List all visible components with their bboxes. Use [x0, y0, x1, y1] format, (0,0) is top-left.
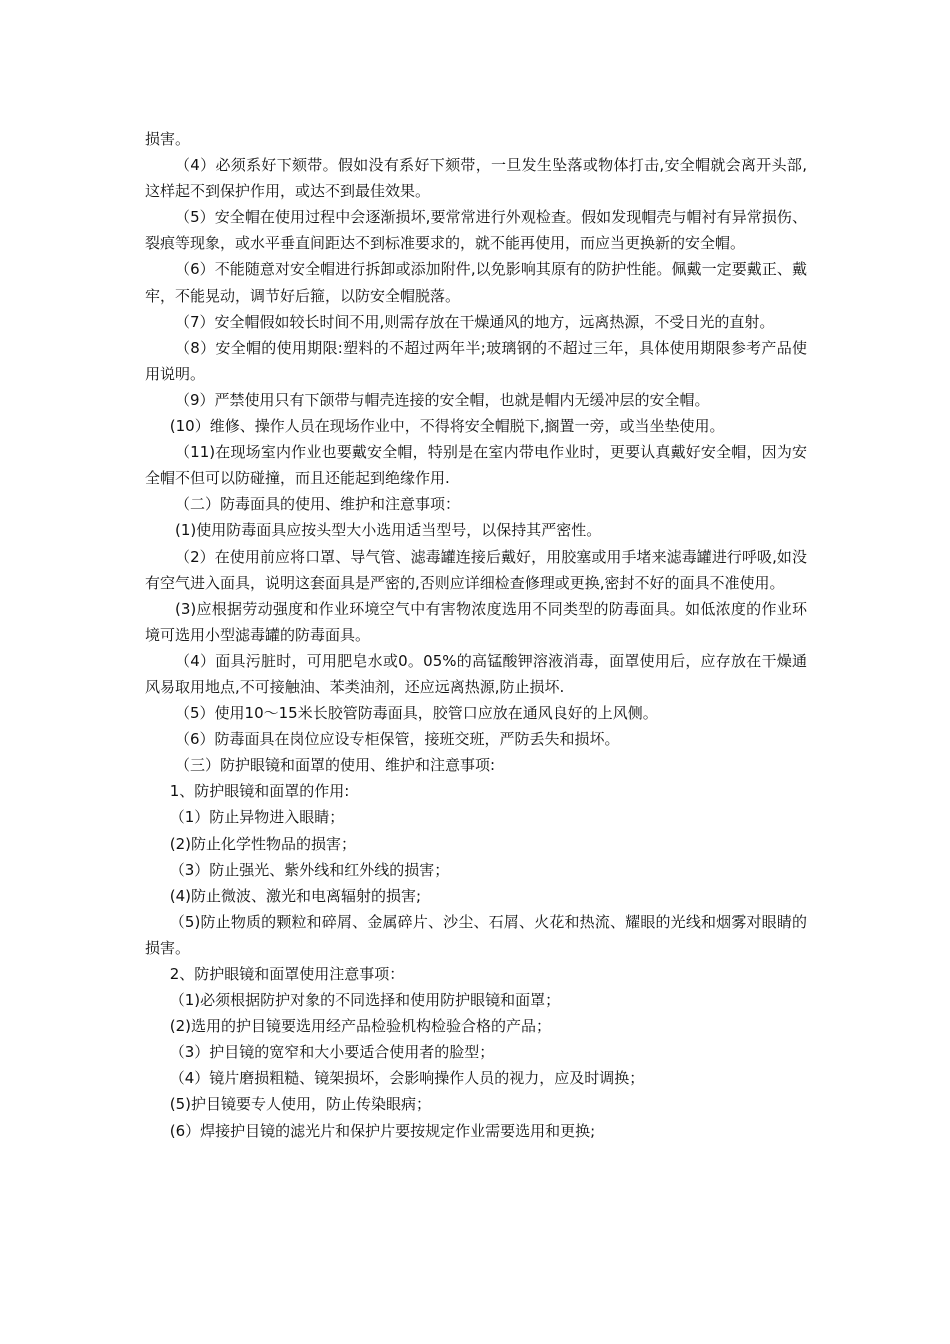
paragraph: （7）安全帽假如较长时间不用,则需存放在干燥通风的地方，远离热源，不受日光的直射。 [175, 312, 775, 331]
paragraph: （4）必须系好下颏带。假如没有系好下颏带，一旦发生坠落或物体打击,安全帽就会离开头部,这样起不到保护作用，或达不到最佳效果。 [145, 156, 807, 201]
list-item: (5)护目镜要专人使用，防止传染眼病； [169, 1095, 431, 1114]
subsection-heading: 1、防护眼镜和面罩的作用: [169, 782, 350, 801]
paragraph: （2）在使用前应将口罩、导气管、滤毒罐连接后戴好，用胶塞或用手堵来滤毒罐进行呼吸,如没有空气进入面具，说明这套面具是严密的,否则应详细检查修理或更换,密封不好的面具不准使用。 [145, 547, 807, 592]
list-item: （3）防止强光、紫外线和红外线的损害； [169, 860, 450, 879]
document-body [145, 126, 807, 1144]
paragraph: （9）严禁使用只有下颌带与帽壳连接的安全帽，也就是帽内无缓冲层的安全帽。 [175, 390, 710, 409]
paragraph: （11)在现场室内作业也要戴安全帽，特别是在室内带电作业时，更要认真戴好安全帽，因为安全帽不但可以防碰撞，而且还能起到绝缘作用. [145, 443, 807, 488]
paragraph: （5）使用10～15米长胶管防毒面具，胶管口应放在通风良好的上风侧。 [175, 704, 658, 723]
section-heading: （三）防护眼镜和面罩的使用、维护和注意事项: [175, 756, 496, 775]
paragraph: （5）安全帽在使用过程中会逐渐损坏,要常常进行外观检查。假如发现帽壳与帽衬有异常损伤、裂痕等现象，或水平垂直间距达不到标准要求的，就不能再使用，而应当更换新的安全帽。 [145, 208, 807, 253]
list-item: (4)防止微波、激光和电离辐射的损害; [169, 886, 422, 905]
paragraph: 损害。 [145, 130, 191, 148]
paragraph: （6）不能随意对安全帽进行拆卸或添加附件,以免影响其原有的防护性能。佩戴一定要戴正、戴牢，不能晃动，调节好后箍，以防安全帽脱落。 [145, 260, 807, 305]
paragraph: (10）维修、操作人员在现场作业中，不得将安全帽脱下,搁置一旁，或当坐垫使用。 [169, 417, 725, 436]
section-heading: （二）防毒面具的使用、维护和注意事项： [175, 495, 461, 514]
paragraph: (3)应根据劳动强度和作业环境空气中有害物浓度选用不同类型的防毒面具。如低浓度的作业环境可选用小型滤毒罐的防毒面具。 [145, 599, 807, 644]
paragraph: (1)使用防毒面具应按头型大小选用适当型号，以保持其严密性。 [175, 521, 602, 540]
list-item: (2)防止化学性物品的损害； [169, 834, 356, 853]
list-item: (2)选用的护目镜要选用经产品检验机构检验合格的产品； [169, 1017, 552, 1036]
list-item: （3）护目镜的宽窄和大小要适合使用者的脸型； [169, 1043, 495, 1062]
paragraph: （4）面具污脏时，可用肥皂水或0。05%的高锰酸钾溶液消毒，面罩使用后，应存放在干燥通风易取用地点,不可接触油、苯类油剂，还应远离热源,防止损坏. [145, 651, 807, 696]
subsection-heading: 2、防护眼镜和面罩使用注意事项： [169, 965, 405, 983]
list-item: (6）焊接护目镜的滤光片和保护片要按规定作业需要选用和更换; [169, 1121, 596, 1140]
list-item: （1）防止异物进入眼睛； [169, 808, 345, 827]
paragraph: （6）防毒面具在岗位应设专柜保管，接班交班，严防丢失和损坏。 [175, 730, 620, 749]
list-item: （1)必须根据防护对象的不同选择和使用防护眼镜和面罩； [169, 991, 561, 1010]
list-item: （5)防止物质的颗粒和碎屑、金属碎片、沙尘、石屑、火花和热流、耀眼的光线和烟雾对眼睛的损害。 [145, 912, 807, 957]
paragraph: （8）安全帽的使用期限:塑料的不超过两年半;玻璃钢的不超过三年，具体使用期限参考产品使用说明。 [145, 338, 807, 383]
list-item: （4）镜片磨损粗糙、镜架损坏，会影响操作人员的视力，应及时调换； [169, 1069, 645, 1088]
